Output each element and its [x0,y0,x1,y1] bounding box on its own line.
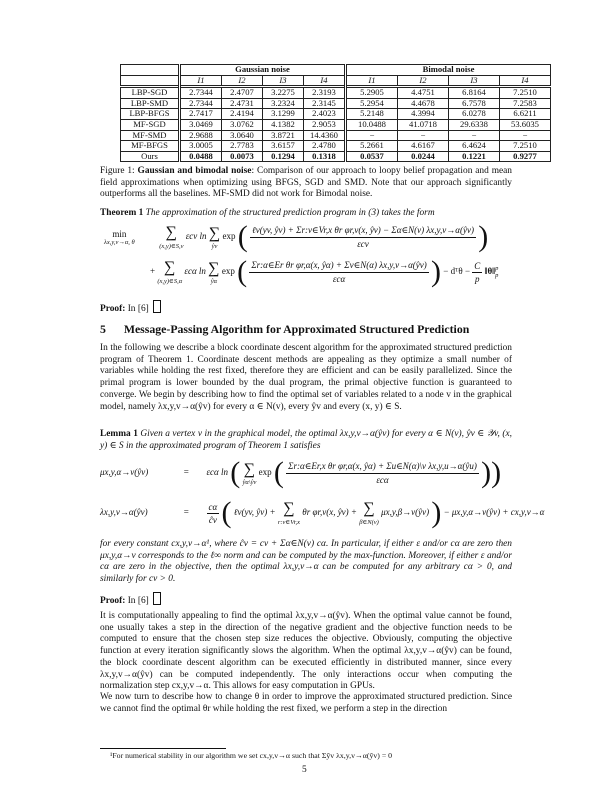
value-cell: 3.0005 [180,141,222,152]
value-cell: 4.4678 [398,98,449,109]
fraction-denominator: εcα [376,475,389,485]
figure-caption [100,166,512,201]
norm: ‖θ‖ [484,266,496,277]
table-row [121,130,551,141]
value-cell: − [398,130,449,141]
value-cell: 2.4023 [304,109,346,120]
eq-term: εcv ln [185,231,207,242]
value-cell: 5.2954 [346,98,398,109]
table-row [121,119,551,130]
fraction-denominator: εcv [357,239,369,249]
value-cell: 0.1294 [263,151,304,162]
table-row [121,109,551,120]
value-cell: − [500,130,551,141]
method-cell: MF-SGD [121,119,180,130]
value-cell: 10.0488 [346,119,398,130]
equals-sign: = [183,507,189,518]
sum-subscript: r:v∈Vr,x [277,519,301,526]
eq-term: εcα ln [206,467,229,478]
results-table [120,64,551,162]
caption-title: Gaussian and bimodal noise [137,166,252,176]
value-cell: 4.6167 [398,141,449,152]
section-number: 5 [100,322,106,336]
value-cell: 6.6211 [500,109,551,120]
caption-text: : Comparison of our approach to loopy belief propagation and mean field approximations when optimizing using BFGS, SGD and SMD. Note that our approach significantly outperforms all the baselines. MF-SMD did not work for Bimodal noise. [100,166,512,200]
value-cell: 3.6157 [263,141,304,152]
value-cell: 4.1382 [263,119,304,130]
table-row [121,98,551,109]
col-header: I1 [180,75,222,87]
value-cell: 5.2905 [346,87,398,99]
table-row-ours [121,151,551,162]
value-cell: 0.0244 [398,151,449,162]
value-cell: 4.3994 [398,109,449,120]
lemma-continuation: for every constant cx,y,v→α¹, where ĉv = cv + Σα∈N(v) cα. In particular, if either ε and/or cα are zero then μx,y,α→v corresponds to the ℓ∞ norm and can be computed by the max-function. Moreover, if either ε and/or cα are zero in the objective, then the optimal λx,y,v→α can be computed for any arbitrary cα > 0, and similarly for cv > 0. [100,539,512,585]
value-cell: 2.9688 [180,130,222,141]
table-sub-header-row [121,75,551,87]
proof-text: In [6] [127,304,149,314]
value-cell: 0.1318 [304,151,346,162]
sum-subscript: β∈N(v) [359,519,379,526]
sum-subscript: ŷα\ŷv [242,478,257,486]
lemma-equation-2: λx,y,v→α(ŷv) = $\frac{c\alpha}{ĉv}$ ( ℓv(yv, ŷv) + ∑ r:v∈Vr,x θr φr,v(x, ŷv) + ∑ β∈N(v) μx,y,β→v(ŷv) ) − μx,y,α→v(ŷv) + cx,y,v→α [100,496,545,529]
sum-subscript: ŷα [210,277,218,285]
proof-text: In [6] [127,596,149,606]
eq-term: εcα ln [184,266,206,277]
min-subscript: λx,y,v→α, θ [104,238,135,246]
plus-sign: + [150,266,156,277]
paragraph-3: We now turn to describe how to change θ in order to improve the approximated structured prediction. Since we cannot find the optimal θr while holding the rest fixed, we perform a step in the direction [100,692,512,714]
eq-term: μx,y,β→v(ŷv) [381,507,430,518]
col-header: I2 [222,75,263,87]
fraction-numerator: cα [208,501,218,512]
value-cell: 3.8721 [263,130,304,141]
col-header: I4 [500,75,551,87]
value-cell: 6.8164 [449,87,500,99]
value-cell: 2.9053 [304,119,346,130]
value-cell: 6.7578 [449,98,500,109]
method-cell: MF-BFGS [121,141,180,152]
page-number: 5 [302,765,307,775]
paragraph-2: It is computationally appealing to find the optimal λx,y,v→α(ŷv). When the optimal value cannot be found, one usually takes a step in the direction of the negative gradient and the objective function needs to be computed to ensure that the chosen step size reduces the objective. Obviously, computing the objective function at every iteration significantly slows the algorithm. When the optimal λx,y,v→α(ŷv) can be found, the block coordinate descent algorithm can be executed efficiently in distributed manner, since every λx,y,v→α(ŷv) can be computed independently. The only interactions occur when computing the normalization step cx,y,v→α. This allows for easy computation in GPUs. [100,611,512,692]
value-cell: 7.2510 [500,87,551,99]
col-header: I2 [398,75,449,87]
section-heading [100,322,469,337]
col-header: I3 [449,75,500,87]
proof-label: Proof: [100,596,126,606]
lemma-label: Lemma 1 [100,429,138,439]
method-cell: Ours [121,151,180,162]
eq-tail: − dᵀθ − [443,266,473,277]
value-cell: 0.0488 [180,151,222,162]
exp-operator: exp [258,467,272,478]
value-cell: 3.2324 [263,98,304,109]
value-cell: 2.7417 [180,109,222,120]
value-cell: 2.7783 [222,141,263,152]
footnote-rule [100,748,226,749]
method-cell: LBP-SGD [121,87,180,99]
method-cell: LBP-BFGS [121,109,180,120]
exp-operator: exp [221,266,235,277]
value-cell: 2.4780 [304,141,346,152]
col-header: I3 [263,75,304,87]
sum-subscript: ŷv [211,242,218,250]
caption-label: Figure 1: [100,166,135,176]
eq-tail: − μx,y,α→v(ŷv) + cx,y,v→α [443,507,545,518]
qed-icon [153,592,161,605]
sum-subscript: (x,y)∈S,α [157,278,183,285]
eq-lhs: λx,y,v→α(ŷv) [100,507,148,518]
value-cell: 7.2583 [500,98,551,109]
lemma-text: Given a vertex v in the graphical model, the optimal λx,y,v→α(ŷv) for every α ∈ N(v), ŷv ∈ 𝒴v, (x, y) ∈ S in the approximated program of Theorem 1 satisfies [100,429,512,451]
theorem-text: The approximation of the structured prediction program in (3) takes the form [145,208,435,218]
col-header: I4 [304,75,346,87]
eq-lhs: μx,y,α→v(ŷv) [100,467,149,478]
qed-icon [153,300,161,313]
min-operator: min [112,228,127,239]
value-cell: 4.4751 [398,87,449,99]
value-cell: 41.0718 [398,119,449,130]
value-cell: 0.0537 [346,151,398,162]
value-cell: 2.3145 [304,98,346,109]
fraction-numerator: ℓv(yv, ŷv) + Σr:v∈Vr,x θr φr,v(x, ŷv) − Σα∈N(v) λx,y,v→α(ŷv) [250,225,476,238]
value-cell: 2.4707 [222,87,263,99]
fraction-denominator: εcα [332,274,346,284]
value-cell: 0.1221 [449,151,500,162]
value-cell: − [346,130,398,141]
value-cell: 6.4624 [449,141,500,152]
group-header-gaussian: Gaussian noise [180,65,346,76]
value-cell: 6.0278 [449,109,500,120]
col-header: I1 [346,75,398,87]
proof-2 [100,592,161,608]
table-row [121,141,551,152]
value-cell: 0.9277 [500,151,551,162]
value-cell: − [449,130,500,141]
lemma-statement [100,429,512,452]
value-cell: 29.6338 [449,119,500,130]
method-cell: LBP-SMD [121,98,180,109]
value-cell: 5.2148 [346,109,398,120]
value-cell: 3.2275 [263,87,304,99]
value-cell: 3.0469 [180,119,222,130]
value-cell: 14.4360 [304,130,346,141]
group-header-bimodal: Bimodal noise [346,65,551,76]
value-cell: 7.2510 [500,141,551,152]
value-cell: 2.4731 [222,98,263,109]
equals-sign: = [183,467,189,478]
fraction-numerator: Σr:α∈Er,x θr φr,α(x, ŷα) + Σu∈N(α)\v λx,y,u→α(ŷu) [286,461,479,474]
table-group-header-row [121,65,551,76]
value-cell: 3.0640 [222,130,263,141]
proof-label: Proof: [100,304,126,314]
fraction-numerator: Σr:α∈Er θr φr,α(x, ŷα) + Σv∈N(α) λx,y,v→α(ŷv) [249,260,428,273]
theorem-statement [100,208,512,220]
value-cell: 2.7344 [180,98,222,109]
table-row [121,87,551,99]
method-cell: MF-SMD [121,130,180,141]
proof-1 [100,300,161,316]
value-cell: 53.6035 [500,119,551,130]
value-cell: 3.1299 [263,109,304,120]
eq-term: ℓv(yv, ŷv) + [233,507,276,518]
norm-sub: p [495,272,499,279]
theorem-equation-line1: min λx,y,v→α, θ ∑ (x,y)∈S,v εcv ln ∑ ŷv exp ( $\frac{\text{ℓv(yv, ŷv) + Σr:v∈Vr,x θr φr,v(x, ŷv) − Σα∈N(v) λx,y,v→α(ŷv)}}{\text{εcv}}$ ) [104,220,489,253]
theorem-equation-line2: + ∑ (x,y)∈S,α εcα ln ∑ ŷα exp ( $\frac{\text{Σr:α∈Er θr φr,α(x, ŷα) + Σv∈N(α) λx,y,v→α(ŷv)}}{\text{εcα}}$ ) − dᵀθ − $\frac{C}{p}$ ‖θ‖ p p [150,255,499,288]
value-cell: 2.7344 [180,87,222,99]
value-cell: 2.3193 [304,87,346,99]
fraction-numerator: C [474,260,481,271]
footnote: ¹For numerical stability in our algorithm we set cx,y,v→α such that Σŷv λx,y,v→α(ŷv) = 0 [110,751,393,760]
lemma-equation-1: μx,y,α→v(ŷv) = εcα ln ( ∑ ŷα\ŷv exp ( $\frac{\text{Σr:α∈Er,x θr φr,α(x, ŷα) + Σu∈N(α)\textbackslash{}v λx,y,u→α(ŷu)}}{\text{εcα}}$ )) [100,456,502,489]
eq-term: θr φr,v(x, ŷv) + [302,507,357,518]
paragraph-1: In the following we describe a block coordinate descent algorithm for the approximated structured prediction program of Theorem 1. Coordinate descent methods are appealing as they optimize a small number of variables while holding the rest fixed, therefore they are efficient and can be easily parallelized. Since the primal program is lower bounded by the dual program, the primal objective function is guaranteed to converge. We begin by describing how to find the optimal set of variables related to a node v in the graphical model, namely λx,y,v→α(ŷv) for every α ∈ N(v), every ŷv and every (x, y) ∈ S. [100,343,512,412]
sum-subscript: (x,y)∈S,v [159,243,184,250]
norm-sup: p [495,265,499,272]
value-cell: 3.0762 [222,119,263,130]
fraction-denominator: p [475,273,480,284]
section-title: Message-Passing Algorithm for Approximated Structured Prediction [123,322,470,336]
theorem-label: Theorem 1 [100,208,144,218]
exp-operator: exp [222,231,236,242]
value-cell: 0.0073 [222,151,263,162]
value-cell: 5.2661 [346,141,398,152]
fraction-denominator: ĉv [208,514,217,525]
value-cell: 2.4194 [222,109,263,120]
